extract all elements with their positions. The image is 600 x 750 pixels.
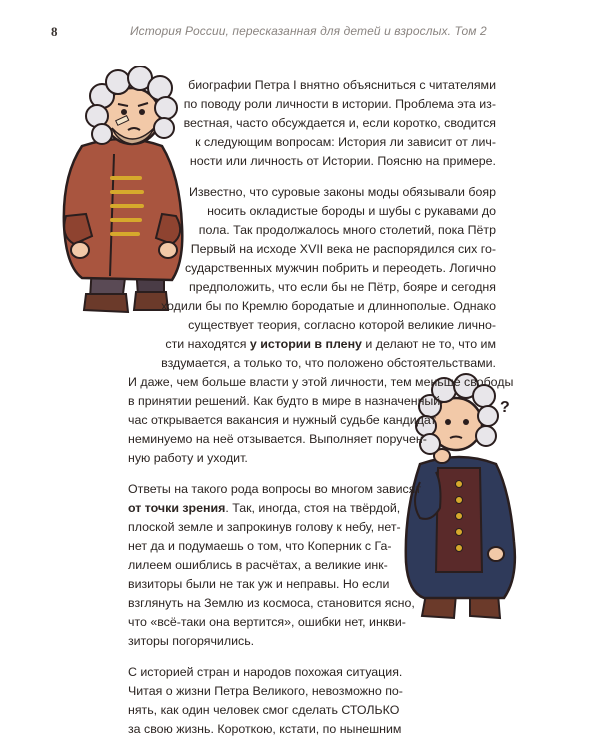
text-line: вздумается, а только то, что положено обстоятельствами. — [161, 356, 496, 370]
text-line: сударственных мужчин побрить и переодеть. Логично — [184, 261, 496, 275]
text-line: существует теория, согласно которой великие лично- — [188, 318, 496, 332]
text-line: биографии Петра I внятно объясниться с читателями — [188, 78, 496, 92]
emphasis-text: от точки зрения — [128, 501, 226, 515]
text-line: ходили бы по Кремлю бородатые и длиннополые. Однако — [161, 299, 496, 313]
text-line: И даже, чем больше власти у этой личности, тем меньше свободы — [128, 375, 514, 389]
page-number: 8 — [51, 24, 58, 39]
text-line: нет да и подумаешь о том, что Коперник с Га- — [128, 539, 392, 553]
text-line-with-bold — [128, 500, 400, 516]
text-fragment: и делают не то, что им — [361, 337, 496, 351]
text-line: лилеем ошиблись в расчётах, а великие инк- — [128, 558, 388, 572]
running-title: История России, пересказанная для детей и взрослых. Том 2 — [130, 24, 487, 38]
peter-red-coat-illustration — [52, 66, 202, 316]
text-line: неминуемо на неё отзывается. Выполняет поручен- — [128, 432, 427, 446]
text-line: нять, как один человек смог сделать СТОЛЬКО — [128, 703, 400, 717]
text-line: Ответы на такого рода вопросы во многом зависят — [128, 482, 422, 496]
text-line: что «всё-таки она вертится», ошибки нет, инкви- — [128, 615, 406, 629]
text-line: вестная, часто обсуждается и, если коротко, сводится — [183, 116, 496, 130]
text-line: час открывается вакансия и нужный судьбе кандидат — [128, 413, 437, 427]
text-line: ности или личность от Истории. Поясню на примере. — [189, 154, 496, 168]
emphasis-text: у истории в плену — [249, 337, 362, 351]
text-line: носить окладистые бороды и шубы с рукавами до — [207, 204, 496, 218]
text-line: взглянуть на Землю из космоса, становится ясно, — [128, 596, 415, 610]
text-line: плоской земле и запрокинув голову к небу, нет- — [128, 520, 401, 534]
text-fragment: сти находятся — [165, 337, 250, 351]
text-fragment: . Так, иногда, стоя на твёрдой, — [225, 501, 401, 515]
text-line: по поводу роли личности в истории. Проблема эта из- — [183, 97, 496, 111]
text-line: в принятии решений. Как будто в мире в назначенный — [128, 394, 441, 408]
text-line: зиторы погорячились. — [128, 634, 255, 648]
text-line: пола. Так продолжалось много столетий, пока Пётр — [198, 223, 496, 237]
text-line-with-bold — [165, 336, 496, 352]
text-line: к следующим вопросам: История ли зависит от лич- — [195, 135, 496, 149]
text-line: предположить, что если бы не Пётр, бояре и сегодня — [188, 280, 496, 294]
text-line: ную работу и уходит. — [128, 451, 248, 465]
text-line: С историей стран и народов похожая ситуация. — [128, 665, 403, 679]
svg-text:?: ? — [500, 399, 510, 416]
text-line: Первый на исходе XVII века не распорядился сих го- — [190, 242, 496, 256]
text-line: за свою жизнь. Короткою, кстати, по нынешним — [128, 722, 402, 736]
text-line: Читая о жизни Петра Великого, невозможно по- — [128, 684, 403, 698]
peter-dark-coat-illustration — [396, 372, 526, 632]
text-line: Известно, что суровые законы моды обязывали бояр — [188, 185, 496, 199]
text-line: визиторы были не так уж и неправы. Но если — [128, 577, 390, 591]
